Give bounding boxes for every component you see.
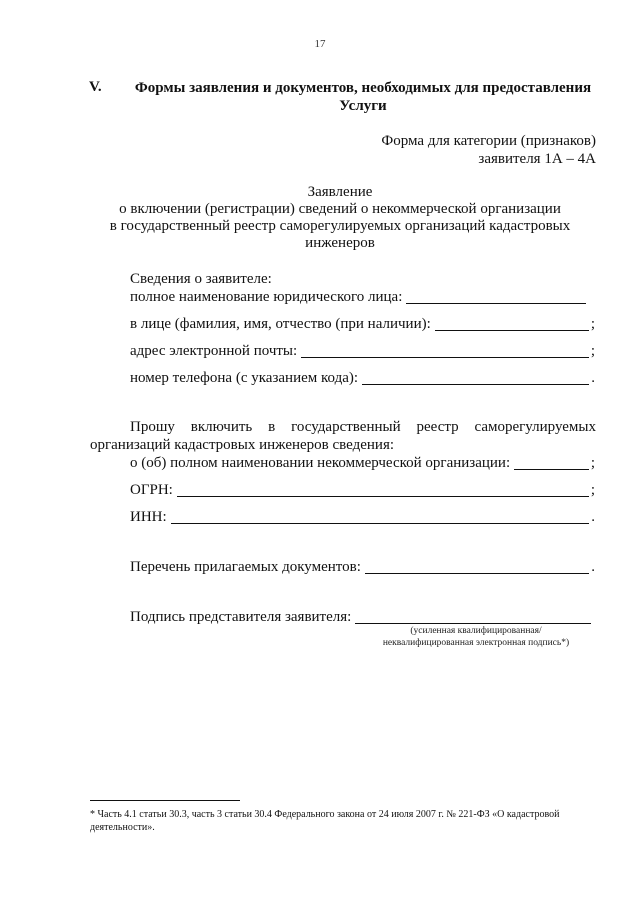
phone-end: . [591, 370, 595, 386]
phone-field[interactable] [362, 370, 589, 385]
documents-field[interactable] [365, 559, 589, 574]
full-name-label: полное наименование юридического лица: [130, 289, 403, 305]
email-label: адрес электронной почты: [130, 343, 298, 359]
ogrn-label: ОГРН: [130, 482, 173, 498]
inn-row [130, 508, 595, 526]
form-category-line-2: заявителя 1А – 4А [478, 151, 596, 167]
section-title: Формы заявления и документов, необходимых для предоставления Услуги [134, 80, 592, 114]
email-row [130, 342, 595, 360]
signature-label: Подпись представителя заявителя: [130, 609, 352, 625]
org-name-row [130, 454, 595, 472]
ogrn-row [130, 481, 595, 499]
full-name-field[interactable] [406, 289, 586, 304]
inn-label: ИНН: [130, 509, 167, 525]
footnote-divider [90, 800, 240, 801]
application-heading: Заявление [307, 184, 373, 200]
inn-field[interactable] [171, 509, 590, 524]
ogrn-end: ; [590, 482, 595, 498]
email-end: ; [590, 343, 595, 359]
application-subtitle-2: в государственный реестр саморегулируемых организаций кадастровых [109, 218, 571, 234]
represented-by-label: в лице (фамилия, имя, отчество (при наличии): [130, 316, 431, 332]
application-subtitle-3: инженеров [305, 235, 375, 251]
org-name-field[interactable] [514, 455, 589, 470]
phone-label: номер телефона (с указанием кода): [130, 370, 359, 386]
signature-field[interactable] [355, 609, 591, 624]
represented-by-field[interactable] [435, 316, 589, 331]
documents-row [130, 558, 595, 576]
org-name-label: о (об) полном наименовании некоммерческой организации: [130, 455, 511, 471]
signature-note [360, 625, 592, 649]
applicant-header-row [130, 270, 595, 288]
footnote: * Часть 4.1 статьи 30.3, часть 3 статьи 30.4 Федерального закона от 24 июля 2007 г. № 221-ФЗ «О кадастровой деятельности». [90, 809, 560, 833]
inn-end: . [591, 509, 595, 525]
org-name-end: ; [590, 455, 595, 471]
application-title-block [90, 184, 590, 252]
application-subtitle-1: о включении (регистрации) сведений о некоммерческой организации [119, 201, 561, 217]
form-category-line-1: Форма для категории (признаков) [381, 133, 596, 149]
email-field[interactable] [301, 343, 589, 358]
applicant-header: Сведения о заявителе: [130, 271, 272, 287]
signature-note-line-2: неквалифицированная электронная подпись*) [382, 638, 570, 648]
signature-note-line-1: (усиленная квалифицированная/ [410, 626, 542, 636]
page-number: 17 [314, 38, 326, 50]
phone-row [130, 369, 595, 387]
form-category-note [381, 132, 596, 168]
represented-by-end: ; [590, 316, 595, 332]
documents-label: Перечень прилагаемых документов: [130, 559, 361, 575]
section-number: V. [89, 79, 102, 95]
full-name-row [130, 288, 588, 306]
ogrn-field[interactable] [177, 482, 589, 497]
represented-by-row [130, 315, 595, 333]
request-paragraph: Прошу включить в государственный реестр саморегулируемых организаций кадастровых инженеров сведения: [90, 419, 596, 453]
signature-row [130, 608, 593, 626]
documents-end: . [591, 559, 595, 575]
